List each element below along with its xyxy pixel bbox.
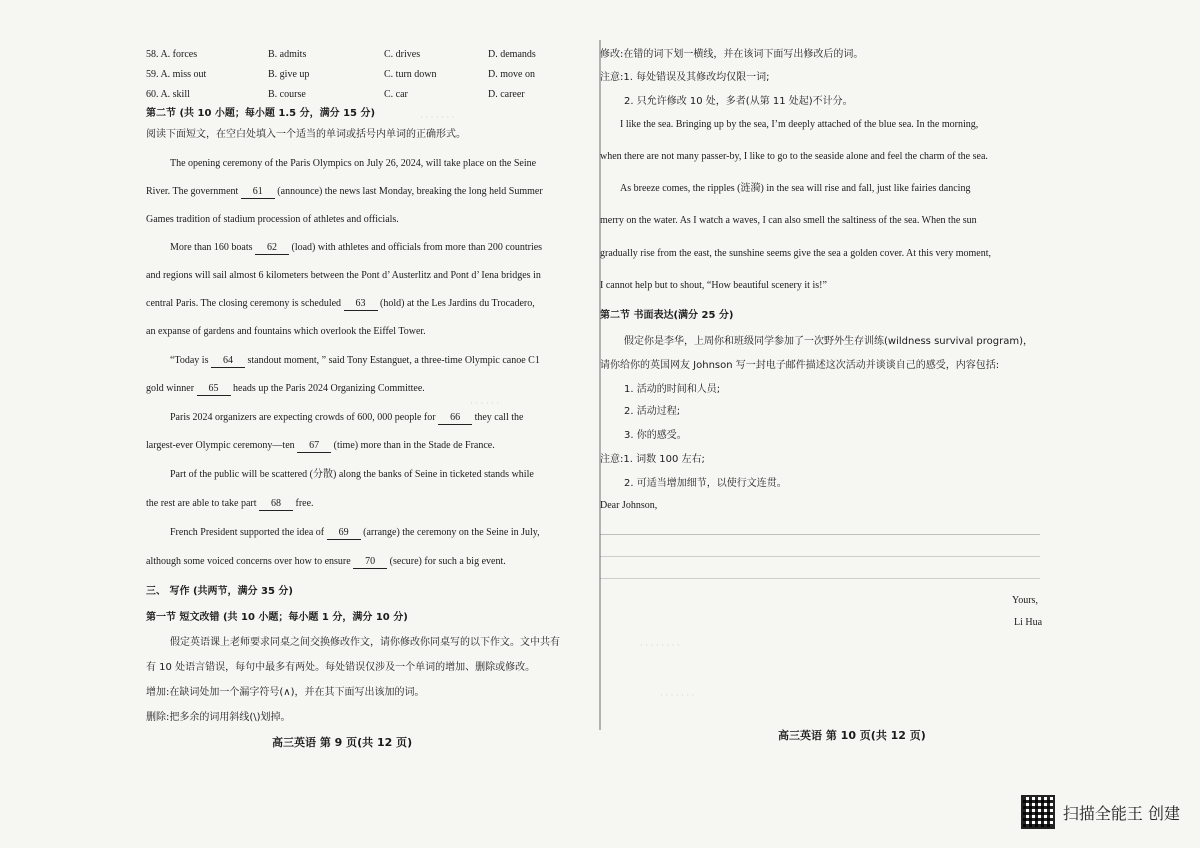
greeting: Dear Johnson, [600,500,658,511]
passage-line: Part of the public will be scattered (分散) along the banks of Seine in ticketed stands while [170,469,534,480]
option-58-c: C. drives [384,49,421,60]
bleed-through-text: · · · · · · · [660,690,695,700]
blank-62: 62 [255,242,289,255]
passage-line: Games tradition of stadium procession of athletes and officials. [146,214,399,225]
passage-line: River. The government 61 (announce) the news last Monday, breaking the long held Summer [146,186,543,197]
instruction-line: 2. 只允许修改 10 处，多者(从第 11 处起)不计分。 [624,96,853,107]
passage-line: “Today is 64 standout moment, ” said Tony Estanguet, a three-time Olympic canoe C1 [170,355,540,366]
bleed-rule [600,556,1040,557]
instruction-line: 修改:在错的词下划一横线，并在该词下面写出修改后的词。 [600,49,864,60]
blank-70: 70 [353,556,387,569]
page-footer: 高三英语 第 10 页(共 12 页) [778,729,926,742]
blank-64: 64 [211,355,245,368]
option-59-a: 59. A. miss out [146,69,207,80]
section2-instruction: 阅读下面短文，在空白处填入一个适当的单词或括号内单词的正确形式。 [146,129,466,140]
option-58-d: D. demands [488,49,536,60]
bleed-rule [600,534,1040,535]
option-59-b: B. give up [268,69,310,80]
blank-66: 66 [438,412,472,425]
scanner-watermark [1021,795,1180,829]
note-line: 注意:1. 词数 100 左右; [600,454,705,465]
option-58-b: B. admits [268,49,307,60]
passage-line: French President supported the idea of 69 (arrange) the ceremony on the Seine in July, [170,527,540,538]
part3-heading: 三、 写作 (共两节，满分 35 分) [146,586,293,597]
blank-69: 69 [327,527,361,540]
task-point: 1. 活动的时间和人员; [624,384,721,395]
essay-line: merry on the water. As I watch a waves, I can also smell the saltiness of the sea. When the sun [600,215,977,226]
option-58-a: 58. A. forces [146,49,198,60]
bleed-through-text: · · · · · · · [420,112,455,122]
instruction-line: 删除:把多余的词用斜线(\)划掉。 [146,712,291,723]
watermark-text: 扫描全能王 创建 [1062,803,1180,823]
passage-line: the rest are able to take part 68 free. [146,498,314,509]
note-line: 2. 可适当增加细节，以使行文连贯。 [624,478,787,489]
bleed-through-text: · · · · · · · · [640,640,680,650]
passage-line: an expanse of gardens and fountains which overlook the Eiffel Tower. [146,326,426,337]
right-page [600,0,1200,848]
blank-63: 63 [344,298,378,311]
task-line: 假定你是李华，上周你和班级同学参加了一次野外生存训练(wildness survival program)， [624,336,1034,347]
bleed-rule [600,578,1040,579]
passage-line: gold winner 65 heads up the Paris 2024 Organizing Committee. [146,383,425,394]
passage-line: and regions will sail almost 6 kilometers between the Pont d’ Austerlitz and Pont d’ Iena bridges in [146,270,541,281]
blank-68: 68 [259,498,293,511]
task-point: 3. 你的感受。 [624,430,687,441]
option-59-d: D. move on [488,69,535,80]
option-60-c: C. car [384,89,408,100]
part3-sec1-heading: 第一节 短文改错 (共 10 小题；每小题 1 分，满分 10 分) [146,612,408,623]
passage-line: central Paris. The closing ceremony is scheduled 63 (hold) at the Les Jardins du Trocadero, [146,298,535,309]
essay-line: As breeze comes, the ripples (涟漪) in the sea will rise and fall, just like fairies dancing [620,183,971,194]
task-point: 2. 活动过程; [624,406,681,417]
essay-line: when there are not many passer-by, I like to go to the seaside alone and feel the charm of the sea. [600,151,988,162]
section2-heading: 第二节 (共 10 小题；每小题 1.5 分，满分 15 分) [146,108,376,119]
instruction-line: 有 10 处语言错误，每句中最多有两处。每处错误仅涉及一个单词的增加、删除或修改。 [146,662,536,673]
instruction-line: 增加:在缺词处加一个漏字符号(∧)，并在其下面写出该加的词。 [146,687,425,698]
passage-line: Paris 2024 organizers are expecting crowds of 600, 000 people for 66 they call the [170,412,524,423]
task-line: 请你给你的英国网友 Johnson 写一封电子邮件描述这次活动并谈谈自己的感受，内容包括: [600,360,1000,371]
sec2-heading: 第二节 书面表达(满分 25 分) [600,310,734,321]
closing: Yours, [1012,595,1038,606]
passage-line: although some voiced concerns over how to ensure 70 (secure) for such a big event. [146,556,506,567]
blank-67: 67 [297,440,331,453]
essay-line: gradually rise from the east, the sunshine seems give the sea a golden cover. At this very moment, [600,248,992,259]
passage-line: The opening ceremony of the Paris Olympics on July 26, 2024, will take place on the Seine [170,158,537,169]
blank-61: 61 [241,186,275,199]
instruction-line: 假定英语课上老师要求同桌之间交换修改作文，请你修改你同桌写的以下作文。文中共有 [170,637,560,648]
page-footer: 高三英语 第 9 页(共 12 页) [272,736,413,749]
option-60-b: B. course [268,89,306,100]
qr-code-icon [1021,795,1055,829]
essay-line: I like the sea. Bringing up by the sea, I’m deeply attached of the blue sea. In the morning, [620,119,979,130]
option-60-d: D. career [488,89,525,100]
instruction-line: 注意:1. 每处错误及其修改均仅限一词; [600,72,770,83]
passage-line: largest-ever Olympic ceremony—ten 67 (time) more than in the Stade de France. [146,440,495,451]
bleed-through-text: · · · · · · [470,398,500,408]
essay-line: I cannot help but to shout, “How beautiful scenery it is!” [600,280,827,291]
option-59-c: C. turn down [384,69,437,80]
signature: Li Hua [1014,617,1043,628]
passage-line: More than 160 boats 62 (load) with athletes and officials from more than 200 countries [170,242,543,253]
option-60-a: 60. A. skill [146,89,190,100]
blank-65: 65 [197,383,231,396]
